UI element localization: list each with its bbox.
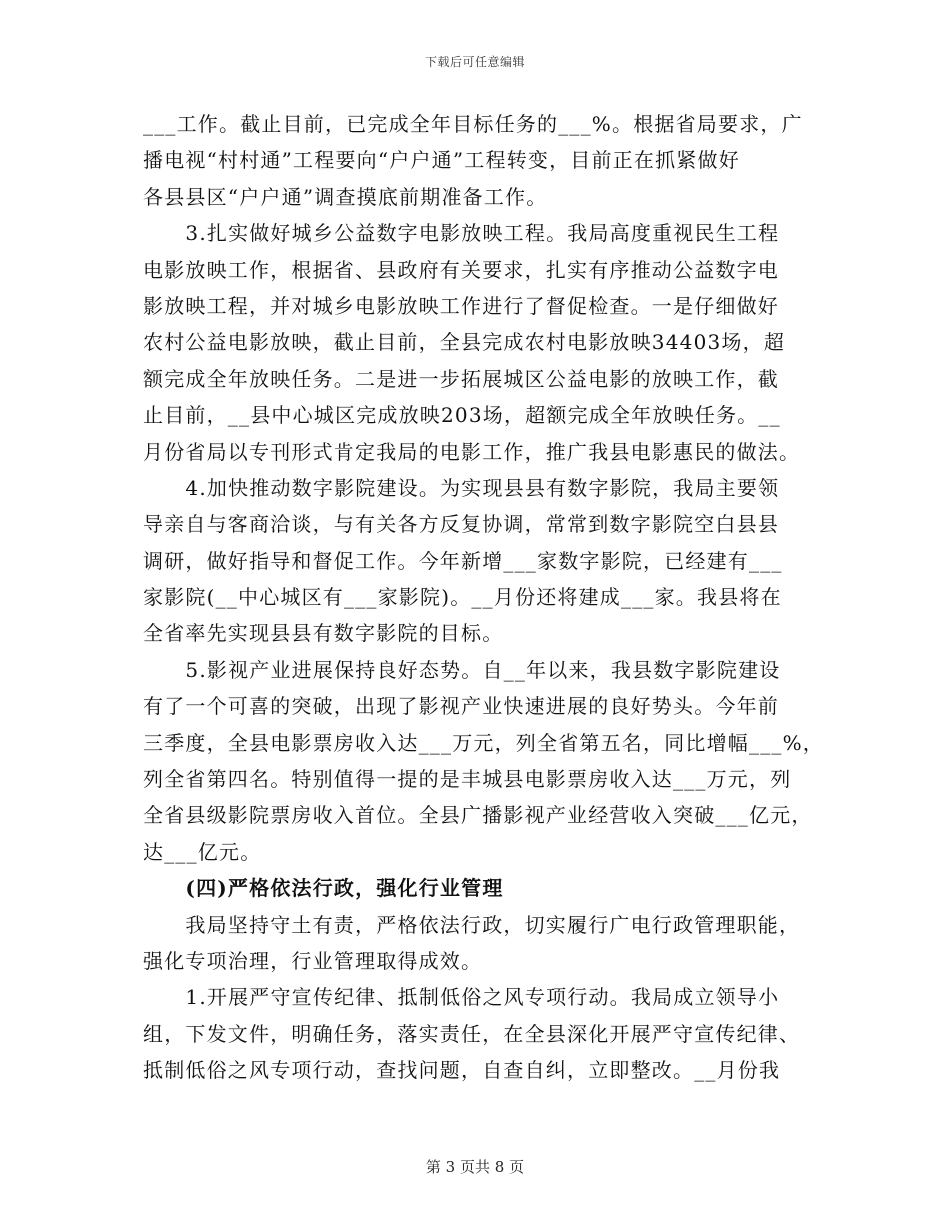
page-header: 下载后可任意编辑: [424, 55, 525, 69]
document-body: [143, 106, 823, 1089]
body-line: 各县县区“户户通”调查摸底前期准备工作。: [143, 184, 548, 209]
section-heading: (四)严格依法行政，强化行业管理: [143, 876, 504, 901]
body-line: 全省县级影院票房收入首位。全县广播影视产业经营收入突破___亿元，: [143, 803, 813, 828]
body-line: 组，下发文件，明确任务，落实责任，在全县深化开展严守宣传纪律、: [143, 1021, 801, 1046]
page-number: 第 3 页共 8 页: [425, 1158, 525, 1176]
body-line: 月份省局以专刊形式肯定我局的电影工作，推广我县电影惠民的做法。: [143, 439, 801, 464]
body-line: 农村公益电影放映，截止目前，全县完成农村电影放映34403场，超: [143, 330, 786, 355]
body-line: 4.加快推动数字影院建设。为实现县县有数字影院，我局主要领: [143, 475, 780, 500]
body-line: 家影院(__中心城区有___家影院)。__月份还将建成___家。我县将在: [143, 585, 782, 610]
body-line: 播电视“村村通”工程要向“户户通”工程转变，目前正在抓紧做好: [143, 148, 740, 173]
body-line: 1.开展严守宣传纪律、抵制低俗之风专项行动。我局成立领导小: [143, 985, 780, 1010]
body-line: 强化专项治理，行业管理取得成效。: [143, 948, 483, 973]
body-line: 3.扎实做好城乡公益数字电影放映工程。我局高度重视民生工程: [143, 221, 780, 246]
body-line: 三季度，全县电影票房收入达___万元，列全省第五名，同比增幅___%，: [143, 730, 825, 755]
body-line: 5.影视产业进展保持良好态势。自__年以来，我县数字影院建设: [143, 657, 781, 682]
body-line: 列全省第四名。特别值得一提的是丰城县电影票房收入达___万元，列: [143, 767, 792, 792]
body-line: 导亲自与客商洽谈，与有关各方反复协调，常常到数字影院空白县县: [143, 512, 779, 537]
body-line: 有了一个可喜的突破，出现了影视产业快速进展的良好势头。今年前: [143, 694, 779, 719]
body-line: 我局坚持守土有责，严格依法行政，切实履行广电行政管理职能，: [143, 912, 801, 937]
body-line: 调研，做好指导和督促工作。今年新增___家数字影院，已经建有___: [143, 548, 783, 573]
body-line: 全省率先实现县县有数字影院的目标。: [143, 621, 504, 646]
body-line: 抵制低俗之风专项行动，查找问题，自查自纠，立即整改。__月份我: [143, 1058, 781, 1083]
body-line: ___工作。截止目前，已完成全年目标任务的___%。根据省局要求，广: [143, 112, 803, 136]
body-line: 达___亿元。: [143, 839, 262, 864]
body-line: 额完成全年放映任务。二是进一步拓展城区公益电影的放映工作，截: [143, 366, 779, 391]
body-line: 止目前，__县中心城区完成放映203场，超额完成全年放映任务。__: [143, 403, 781, 428]
body-line: 影放映工程，并对城乡电影放映工作进行了督促检查。一是仔细做好: [143, 293, 779, 318]
body-line: 电影放映工作，根据省、县政府有关要求，扎实有序推动公益数字电: [143, 257, 779, 282]
